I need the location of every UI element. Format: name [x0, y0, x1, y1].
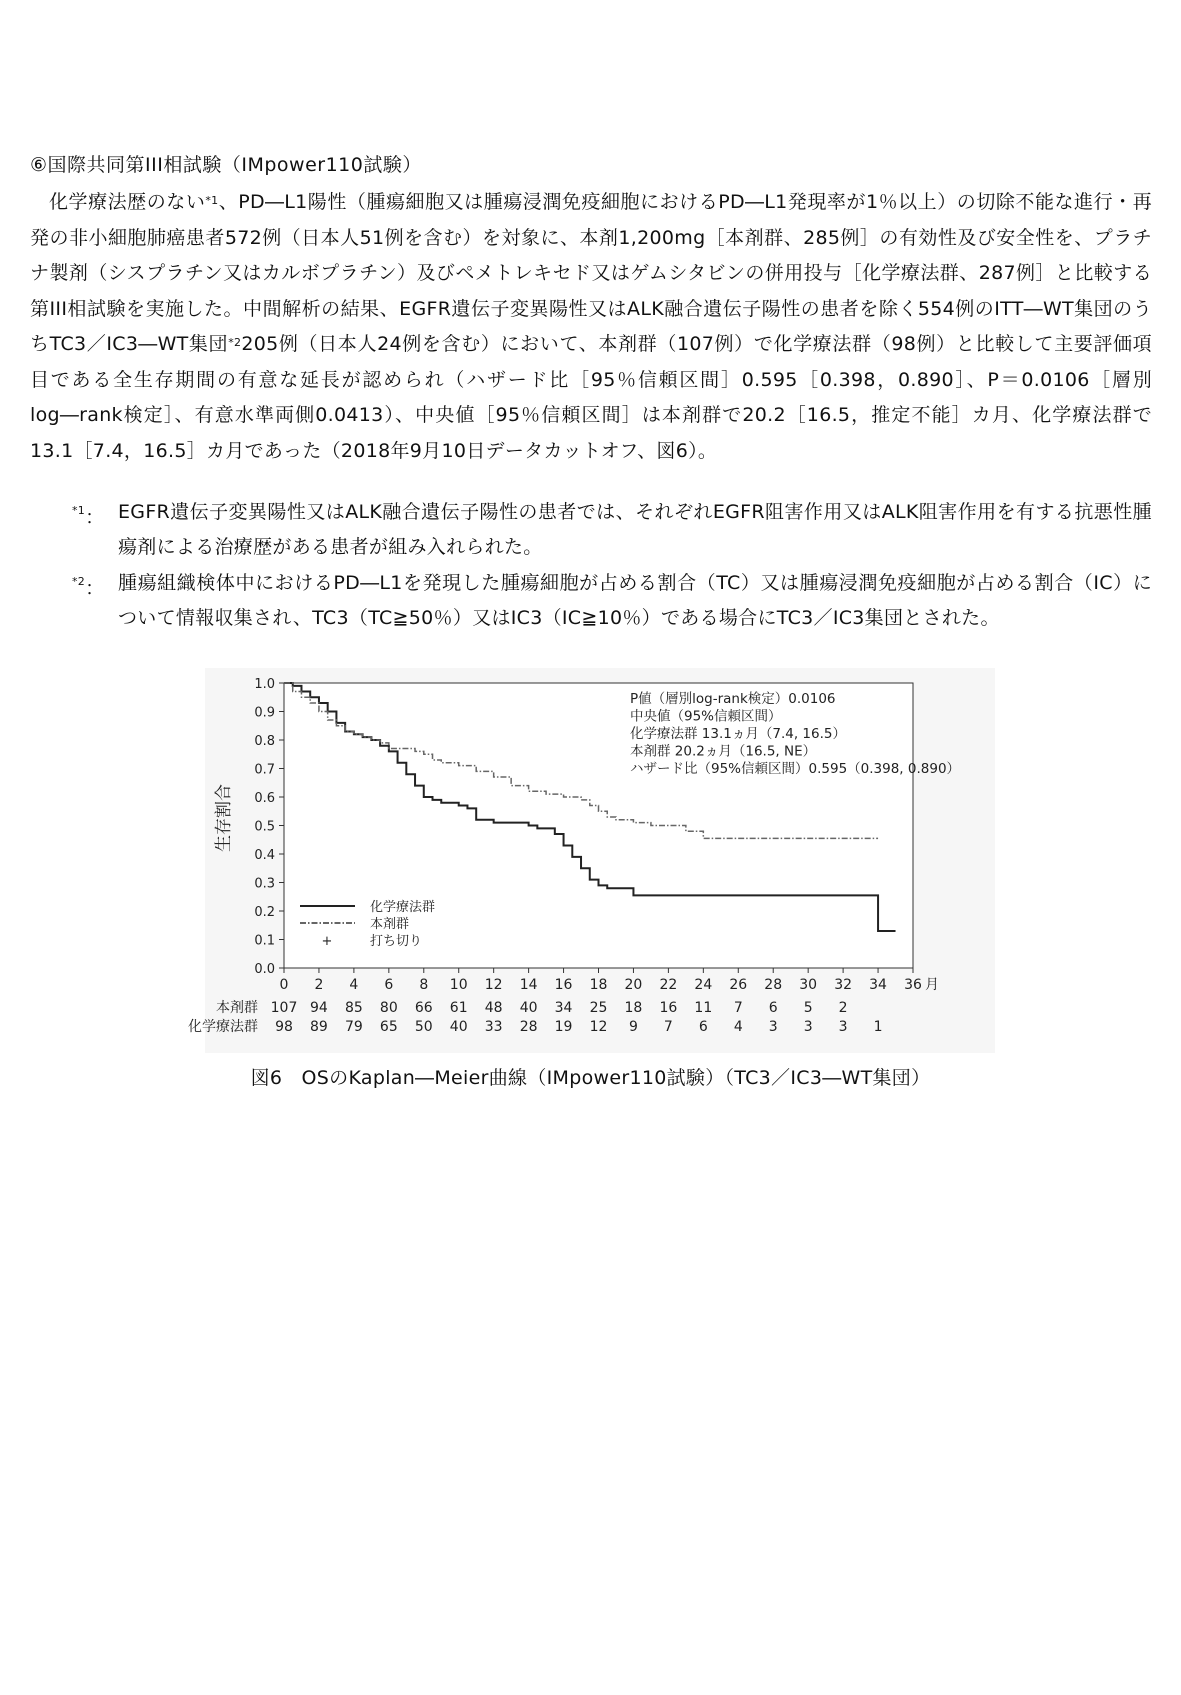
legend-label: 本剤群 — [370, 917, 410, 932]
section-heading: ⑥国際共同第III相試験（IMpower110試験） — [30, 154, 422, 176]
risk-cell: 9 — [628, 1019, 638, 1035]
figure-caption: 図6 OSのKaplan―Meier曲線（IMpower110試験）（TC3／IC3―WT集団） — [250, 1067, 931, 1089]
risk-row-label: 化学療法群 — [188, 1019, 258, 1035]
body-text-2: 、PD―L1陽性（腫瘍細胞又は腫瘍浸潤免疫細胞におけるPD―L1発現率が1％以上）の切除不能な進行・再発の非小細胞肺癌患者572例（日本人51例を含む）を対象に、本剤1,200mg［本剤群、285例］の有効性及び安全性を、プラチナ製剤（シスプラチン又はカルボプラチン）及びペメトレキセド又はゲムシタビンの併用投与［化学療法群、287例］と比較する第III相試験を実施した。中間解析の結果、EGFR遺伝子変異陽性又はALK融合遺伝子陽性の患者を除く554例のITT―WT集団のうちTC3／IC3―WT集団 — [30, 191, 1152, 355]
footnote-2 — [72, 566, 1152, 636]
y-tick-label: 0.2 — [254, 905, 275, 920]
y-tick-label: 0.5 — [254, 819, 275, 835]
risk-cell: 40 — [519, 1000, 538, 1016]
x-tick-label: 26 — [729, 977, 748, 993]
risk-cell: 48 — [484, 1000, 503, 1016]
risk-cell: 85 — [344, 1000, 363, 1016]
x-tick-label: 6 — [384, 977, 394, 993]
x-tick-label: 18 — [589, 977, 608, 993]
risk-cell: 2 — [838, 1000, 848, 1016]
risk-cell: 80 — [379, 1000, 398, 1016]
body-text-3: 205例（日本人24例を含む）において、本剤群（107例）で化学療法群（98例）と比較して主要評価項目である全生存期間の有意な延長が認められ（ハザード比［95％信頼区間］0.595［0.398，0.890］、P＝0.0106［層別log―rank検定］、有意水準両側0.0413）、中央値［95％信頼区間］は本剤群で20.2［16.5，推定不能］カ月、化学療法群で13.1［7.4，16.5］カ月であった（2018年9月10日データカットオフ、図6）。 — [30, 333, 1152, 462]
legend-label: 打ち切り — [370, 934, 423, 949]
footnote-ref-1: *1 — [205, 194, 219, 207]
risk-cell: 28 — [519, 1019, 538, 1035]
chart-axes — [254, 677, 939, 993]
x-tick-label: 34 — [869, 977, 887, 993]
y-axis-label: 生存割合 — [214, 784, 234, 852]
body-text-1: 化学療法歴のない — [49, 191, 206, 213]
footnote-1-mark: $^{*1}$： — [72, 504, 105, 529]
annotation-line: P値（層別log-rank検定）0.0106 — [630, 691, 836, 707]
risk-cell: 6 — [698, 1019, 708, 1035]
footnote-2-text: 腫瘍組織検体中におけるPD―L1を発現した腫瘍細胞が占める割合（TC）又は腫瘍浸潤免疫細胞が占める割合（IC）について情報収集され、TC3（TC≧50％）又はIC3（IC≧10％）である場合にTC3／IC3集団とされた。 — [118, 572, 1152, 629]
x-tick-label: 30 — [799, 977, 818, 993]
risk-cell: 25 — [589, 1000, 608, 1016]
x-tick-label: 4 — [349, 977, 359, 993]
x-tick-label: 24 — [694, 977, 713, 993]
risk-cell: 12 — [589, 1019, 608, 1035]
risk-cell: 34 — [554, 1000, 573, 1016]
x-tick-label: 14 — [519, 977, 538, 993]
x-tick-label: 32 — [834, 977, 853, 993]
risk-cell: 50 — [414, 1019, 433, 1035]
x-tick-label: 22 — [659, 977, 678, 993]
risk-row-label: 本剤群 — [216, 1000, 258, 1016]
y-tick-label: 0.1 — [254, 933, 275, 949]
footnote-1-text: EGFR遺伝子変異陽性又はALK融合遺伝子陽性の患者では、それぞれEGFR阻害作用又はALK阻害作用を有する抗悪性腫瘍剤による治療歴がある患者が組み入れられた。 — [118, 501, 1152, 558]
x-tick-label: 8 — [419, 977, 429, 993]
risk-cell: 6 — [768, 1000, 778, 1016]
risk-cell: 4 — [733, 1019, 743, 1035]
x-tick-label: 0 — [279, 977, 289, 993]
y-tick-label: 0.3 — [254, 876, 275, 892]
x-tick-label: 12 — [484, 977, 503, 993]
risk-cell: 98 — [275, 1019, 293, 1035]
risk-cell: 19 — [554, 1019, 573, 1035]
annotation-line: ハザード比（95%信頼区間）0.595（0.398, 0.890） — [630, 761, 961, 777]
annotation-line: 中央値（95%信頼区間） — [630, 708, 782, 725]
body-paragraph — [30, 185, 1152, 469]
km-chart — [188, 668, 995, 1053]
risk-cell: 33 — [484, 1019, 503, 1035]
km-figure — [188, 668, 995, 1053]
risk-cell: 65 — [379, 1019, 398, 1035]
risk-cell: 7 — [663, 1019, 673, 1035]
risk-cell: 3 — [803, 1019, 813, 1035]
x-axis-label: 月 — [925, 977, 939, 993]
risk-cell: 3 — [768, 1019, 778, 1035]
y-tick-label: 0.6 — [254, 791, 275, 806]
y-tick-label: 0.8 — [254, 734, 275, 749]
y-tick-label: 0.0 — [254, 962, 275, 977]
y-tick-label: 0.4 — [254, 848, 275, 863]
x-tick-label: 28 — [764, 977, 783, 993]
risk-cell: 3 — [838, 1019, 848, 1035]
y-tick-label: 0.9 — [254, 705, 275, 721]
risk-cell: 7 — [733, 1000, 743, 1016]
risk-cell: 1 — [873, 1019, 883, 1035]
risk-cell: 89 — [310, 1019, 328, 1035]
risk-cell: 11 — [694, 1000, 713, 1016]
footnote-2-mark: $^{*2}$： — [72, 575, 105, 600]
x-tick-label: 10 — [449, 977, 468, 993]
annotation-line: 化学療法群 13.1ヵ月（7.4, 16.5） — [630, 726, 846, 742]
footnote-1 — [72, 495, 1152, 565]
x-tick-label: 36 — [904, 977, 922, 993]
x-tick-label: 16 — [554, 977, 573, 993]
annotation-line: 本剤群 20.2ヵ月（16.5, NE） — [630, 743, 817, 760]
risk-table — [188, 999, 883, 1035]
x-tick-label: 2 — [314, 977, 324, 993]
footnote-ref-2: *2 — [228, 336, 242, 349]
legend-marker: + — [321, 934, 333, 949]
risk-cell: 18 — [624, 1000, 643, 1016]
risk-cell: 66 — [414, 1000, 433, 1016]
legend-label: 化学療法群 — [370, 900, 436, 915]
risk-cell: 79 — [344, 1019, 363, 1035]
y-tick-label: 1.0 — [254, 677, 275, 692]
risk-cell: 94 — [310, 1000, 328, 1016]
risk-cell: 5 — [803, 1000, 813, 1016]
x-tick-label: 20 — [624, 977, 643, 993]
risk-cell: 40 — [449, 1019, 468, 1035]
risk-cell: 16 — [659, 1000, 678, 1016]
y-tick-label: 0.7 — [254, 762, 275, 778]
risk-cell: 61 — [449, 1000, 468, 1016]
risk-cell: 107 — [270, 1000, 298, 1016]
